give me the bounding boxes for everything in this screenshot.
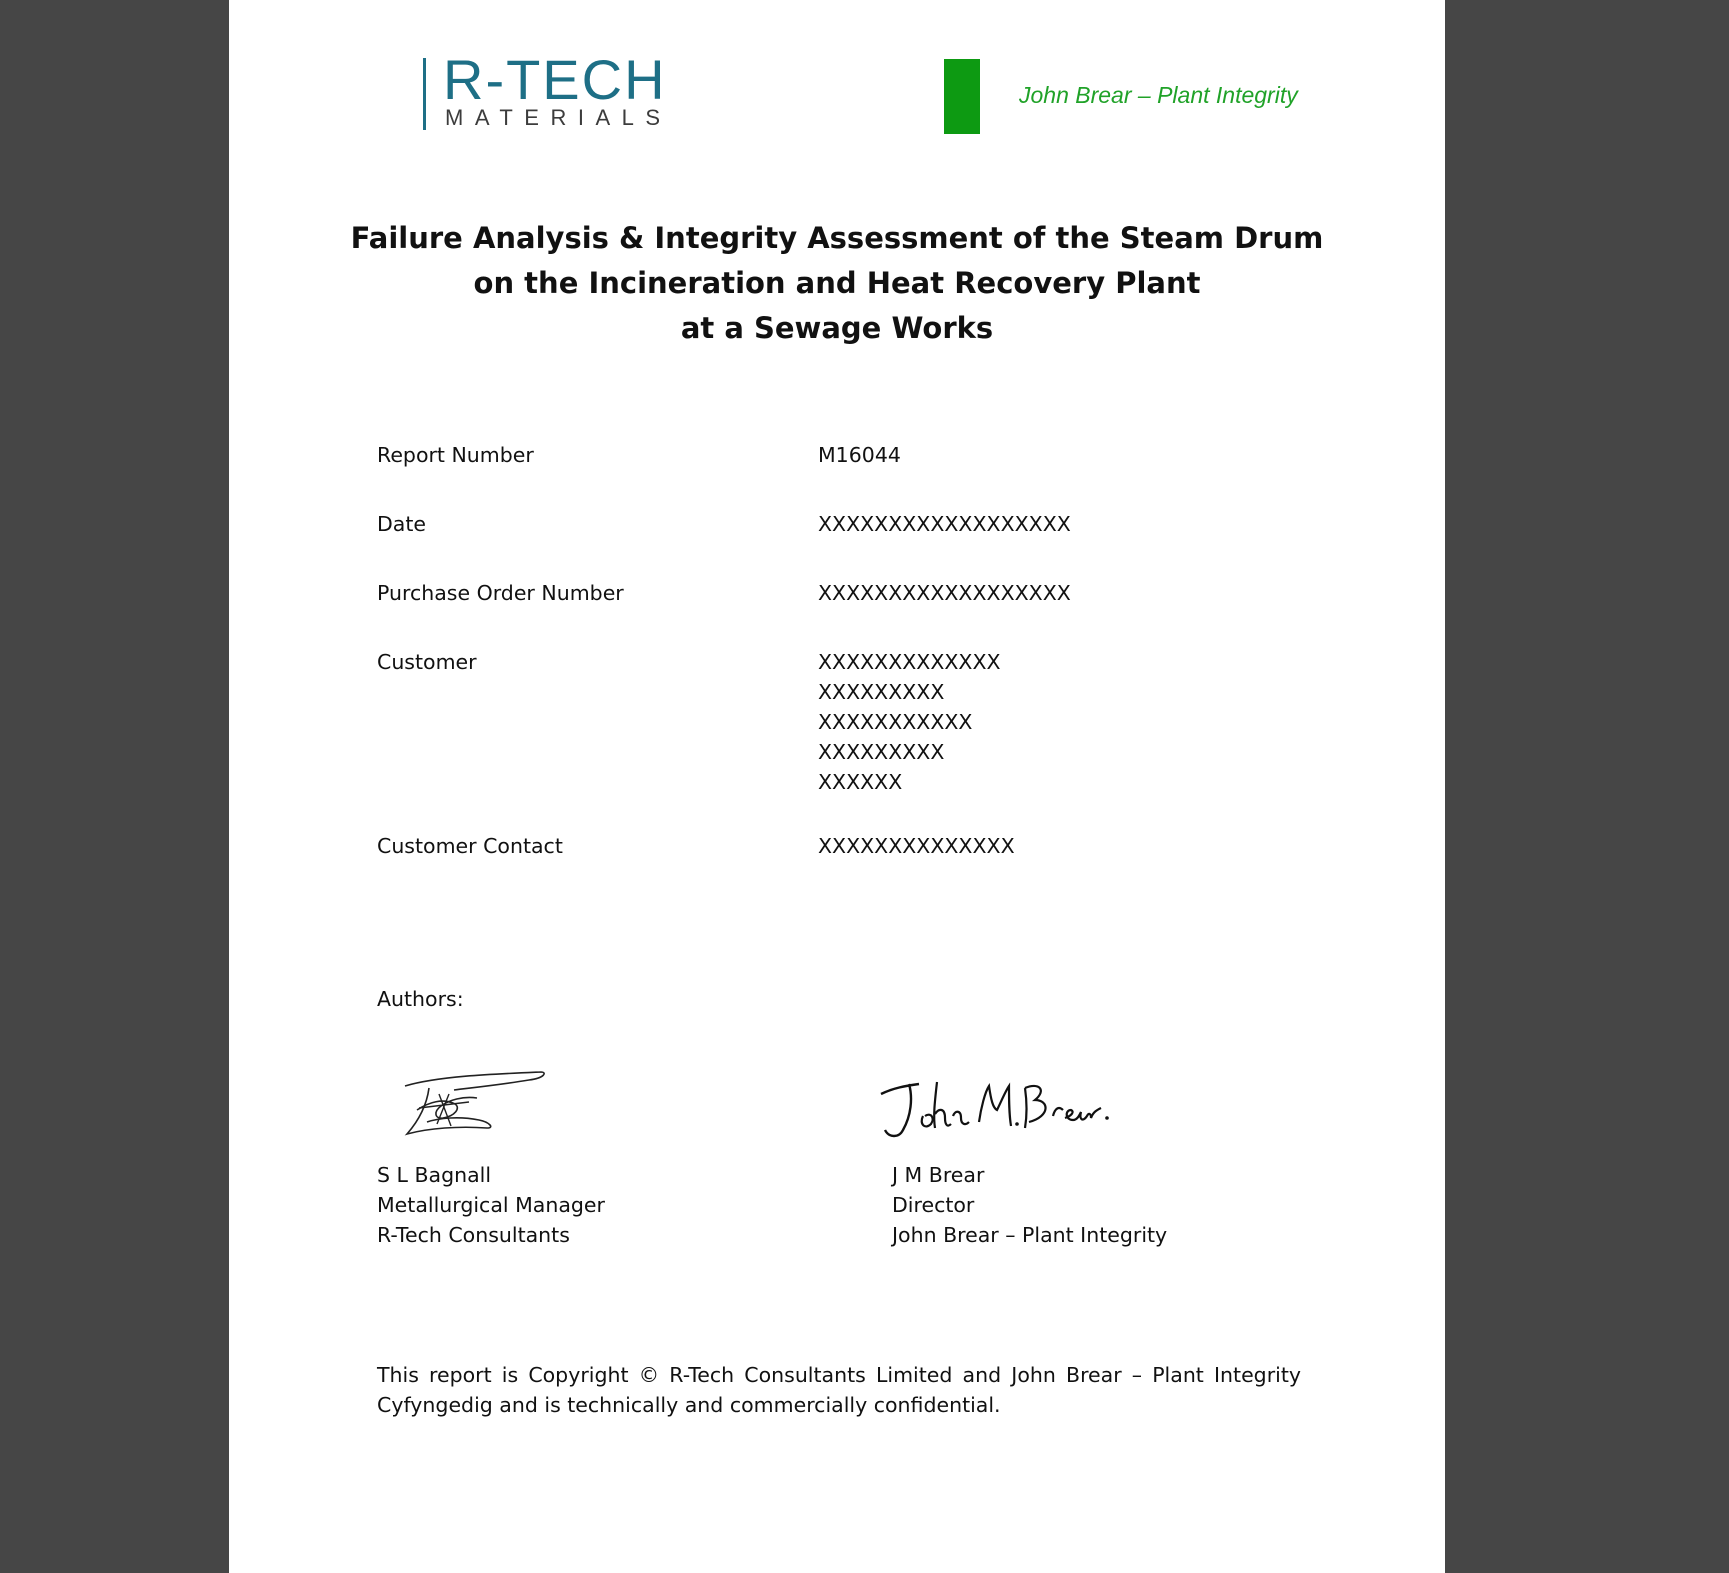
signature-bagnall-image: [399, 1068, 549, 1138]
report-number-label: Report Number: [377, 443, 534, 467]
authors-label: Authors:: [377, 987, 464, 1011]
author-role: Metallurgical Manager: [377, 1193, 605, 1217]
author-brear: [892, 1160, 1167, 1250]
john-brear-logo: [944, 58, 1364, 136]
title-line-3: at a Sewage Works: [680, 311, 994, 345]
customer-line: XXXXXXXXX: [818, 740, 945, 764]
author-organisation: R-Tech Consultants: [377, 1223, 570, 1247]
customer-label: Customer: [377, 650, 477, 674]
rtech-materials-logo: [423, 48, 743, 136]
materials-logo-text: MATERIALS: [445, 105, 672, 130]
customer-line: XXXXXX: [818, 770, 903, 794]
purchase-order-value: XXXXXXXXXXXXXXXXXX: [818, 581, 1071, 605]
green-logo-block: [944, 59, 980, 134]
author-name: J M Brear: [892, 1163, 985, 1187]
customer-contact-value: XXXXXXXXXXXXXX: [818, 834, 1015, 858]
signature-brear-image: [879, 1072, 1119, 1144]
author-bagnall: [377, 1160, 605, 1250]
title-line-2: on the Incineration and Heat Recovery Plant: [473, 266, 1201, 300]
customer-line: XXXXXXXXXXXXX: [818, 650, 1001, 674]
date-value: XXXXXXXXXXXXXXXXXX: [818, 512, 1071, 536]
rtech-logo-text: R-TECH: [443, 48, 667, 111]
date-label: Date: [377, 512, 426, 536]
customer-line: XXXXXXXXX: [818, 680, 945, 704]
purchase-order-label: Purchase Order Number: [377, 581, 624, 605]
title-line-1: Failure Analysis & Integrity Assessment of the Steam Drum: [350, 221, 1324, 255]
customer-contact-label: Customer Contact: [377, 834, 563, 858]
copyright-notice: This report is Copyright © R-Tech Consultants Limited and John Brear – Plant Integrity Cyfyngedig and is technically and commercially confidential.: [377, 1363, 1301, 1417]
author-role: Director: [892, 1193, 975, 1217]
document-page: [229, 0, 1445, 1573]
author-name: S L Bagnall: [377, 1163, 492, 1187]
john-brear-logo-text: John Brear – Plant Integrity: [1019, 82, 1298, 108]
report-title: [229, 216, 1445, 351]
logo-bar: [423, 58, 426, 130]
author-organisation: John Brear – Plant Integrity: [892, 1223, 1168, 1247]
customer-line: XXXXXXXXXXX: [818, 710, 973, 734]
report-number-value: M16044: [818, 443, 901, 467]
